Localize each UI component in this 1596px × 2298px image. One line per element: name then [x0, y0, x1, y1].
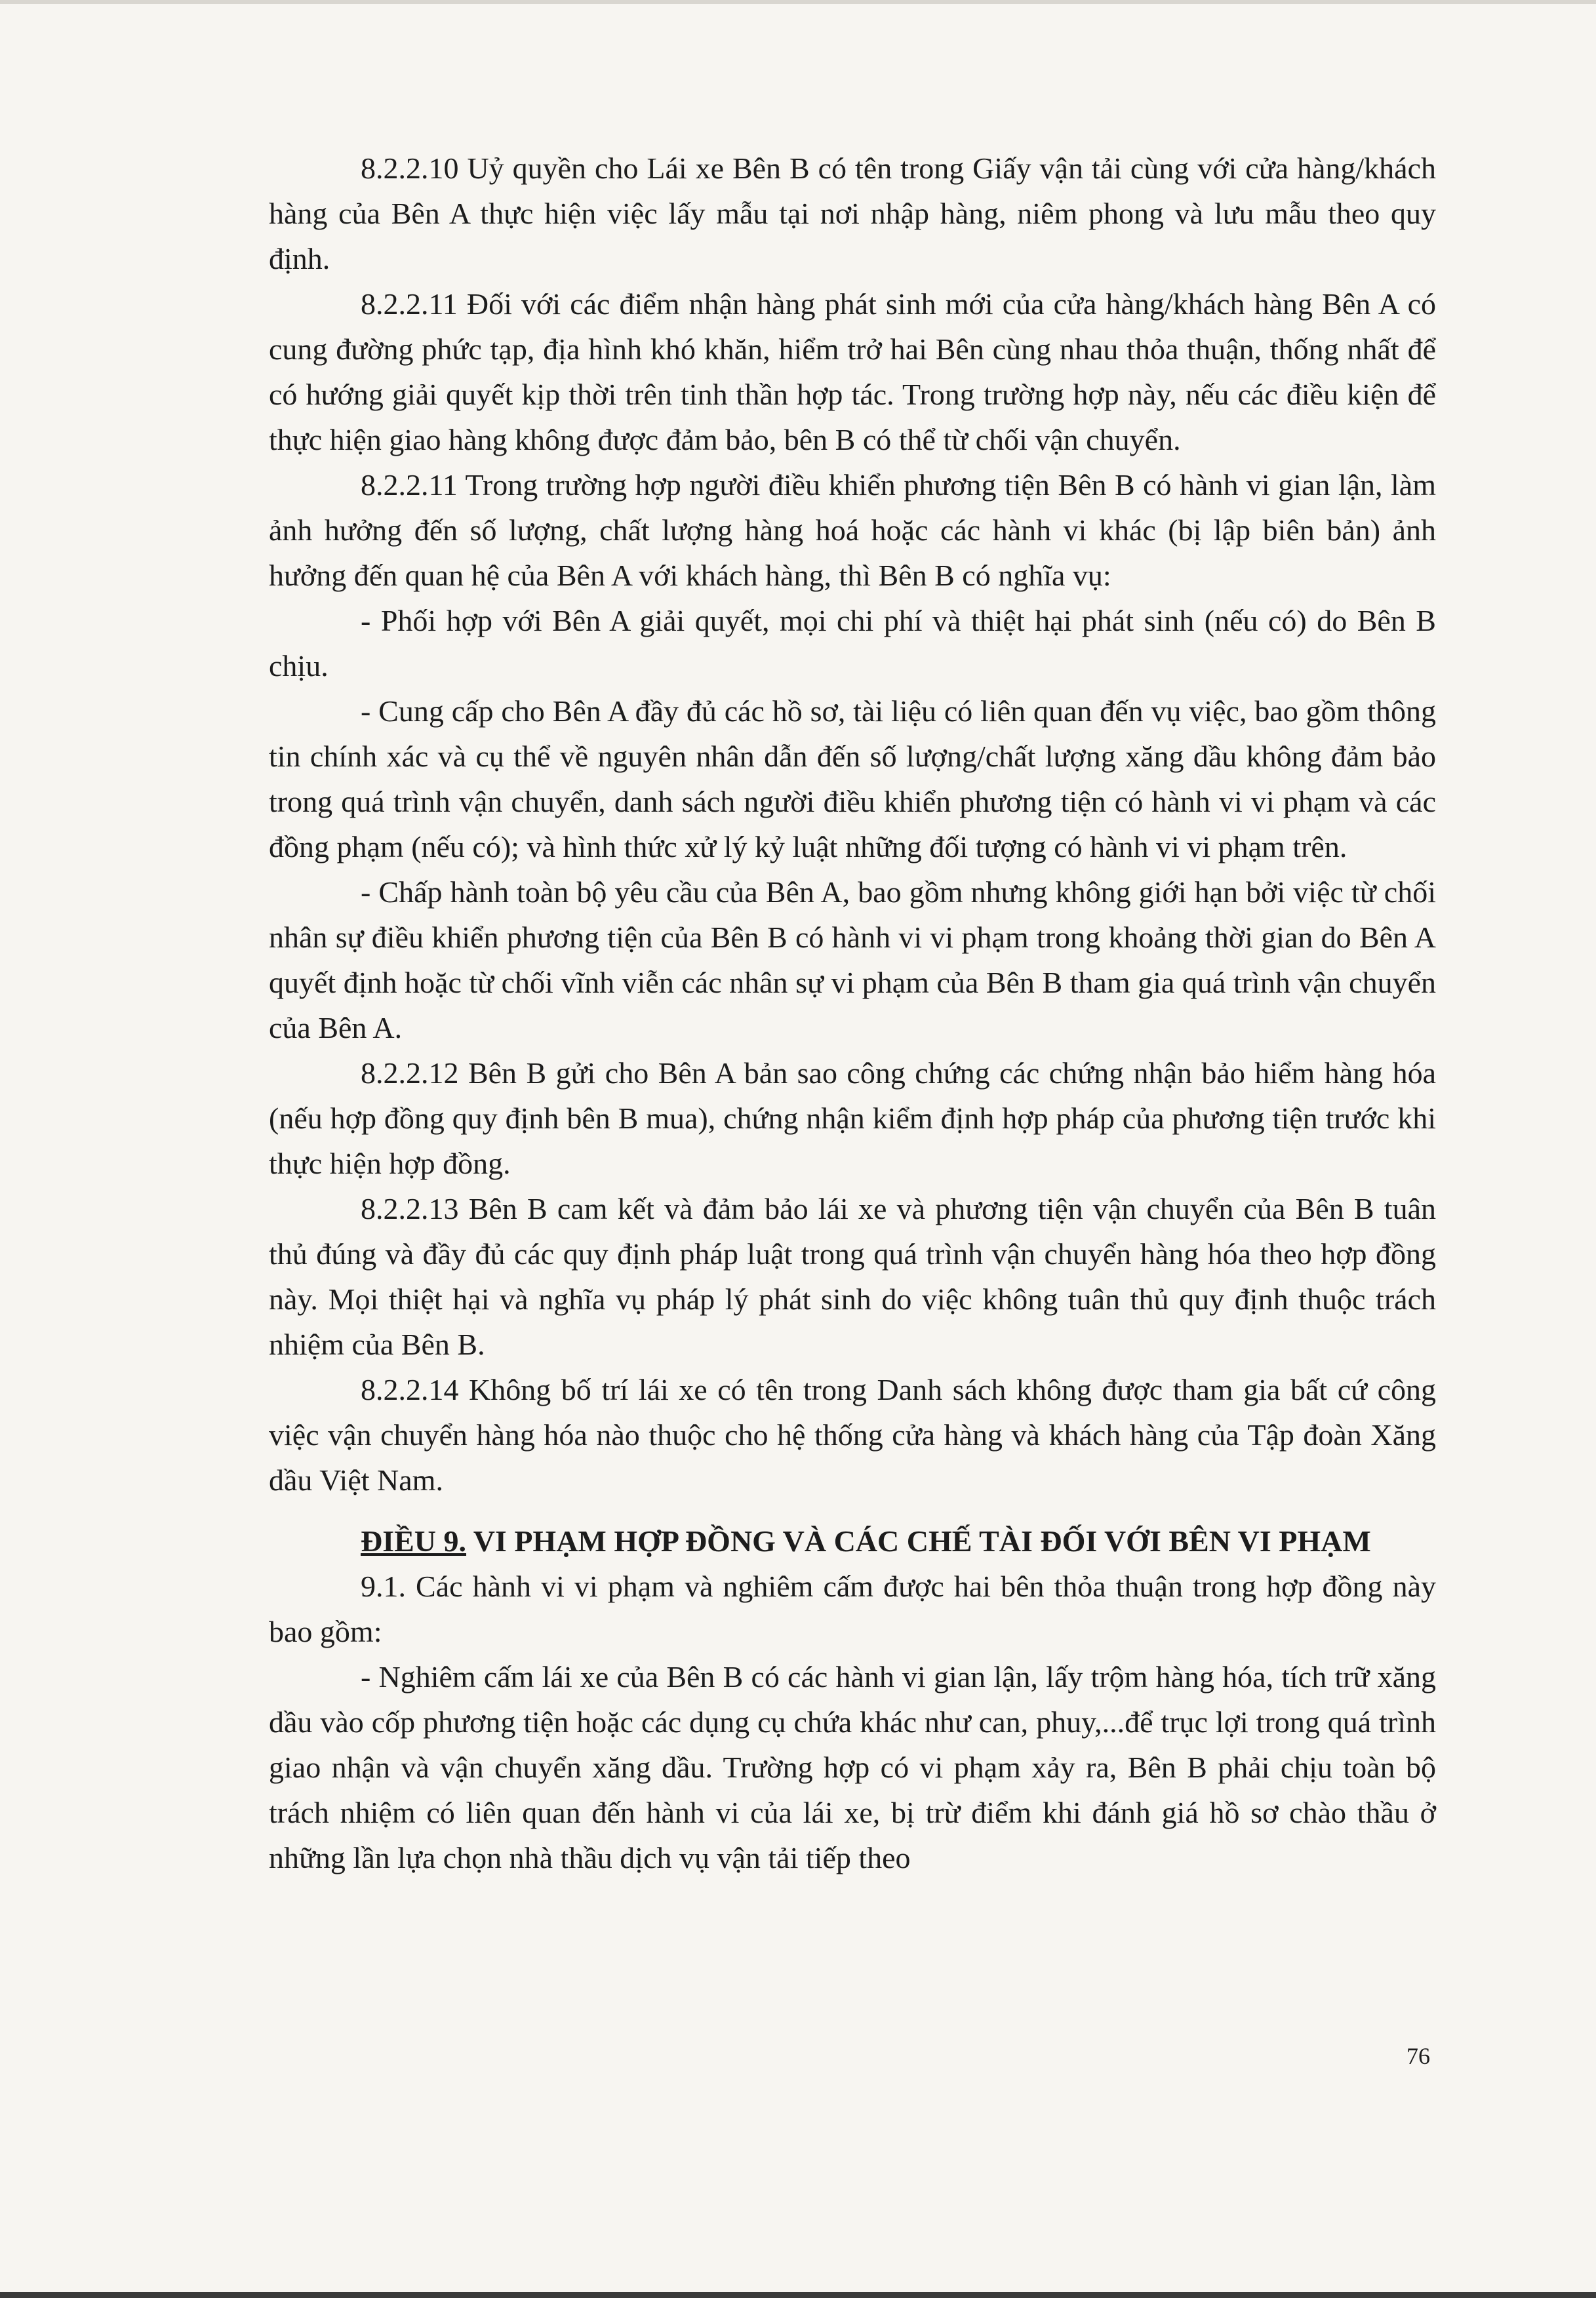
list-item: - Nghiêm cấm lái xe của Bên B có các hành vi gian lận, lấy trộm hàng hóa, tích trữ xăng dầu vào cốp phương tiện hoặc các dụng cụ chứa khác như can, phuy,...để trục lợi trong quá trình giao nhận và vận chuyển xăng dầu. Trường hợp có vi phạm xảy ra, Bên B phải chịu toàn bộ trách nhiệm có liên quan đến hành vi của lái xe, bị trừ điểm khi đánh giá hồ sơ chào thầu ở những lần lựa chọn nhà thầu dịch vụ vận tải tiếp theo — [269, 1660, 1436, 1874]
scan-top-edge — [0, 0, 1596, 4]
paragraph-8-2-2-10: 8.2.2.10 Uỷ quyền cho Lái xe Bên B có tên trong Giấy vận tải cùng với cửa hàng/khách hàng của Bên A thực hiện việc lấy mẫu tại nơi nhập hàng, niêm phong và lưu mẫu theo quy định. — [269, 151, 1436, 275]
scan-bottom-edge — [0, 2292, 1596, 2298]
list-item: - Chấp hành toàn bộ yêu cầu của Bên A, bao gồm nhưng không giới hạn bởi việc từ chối nhân sự điều khiển phương tiện của Bên B có hành vi vi phạm trong khoảng thời gian do Bên A quyết định hoặc từ chối vĩnh viễn các nhân sự vi phạm của Bên B tham gia quá trình vận chuyển của Bên A. — [269, 875, 1436, 1044]
article-title: VI PHẠM HỢP ĐỒNG VÀ CÁC CHẾ TÀI ĐỐI VỚI BÊN VI PHẠM — [466, 1524, 1371, 1558]
paragraph-8-2-2-11-b: 8.2.2.11 Trong trường hợp người điều khiển phương tiện Bên B có hành vi gian lận, làm ảnh hưởng đến số lượng, chất lượng hàng hoá hoặc các hành vi khác (bị lập biên bản) ảnh hưởng đến quan hệ của Bên A với khách hàng, thì Bên B có nghĩa vụ: — [269, 468, 1436, 592]
paragraph-8-2-2-12: 8.2.2.12 Bên B gửi cho Bên A bản sao công chứng các chứng nhận bảo hiểm hàng hóa (nếu hợp đồng quy định bên B mua), chứng nhận kiểm định hợp pháp của phương tiện trước khi thực hiện hợp đồng. — [269, 1056, 1436, 1180]
paragraph-8-2-2-14: 8.2.2.14 Không bố trí lái xe có tên trong Danh sách không được tham gia bất cứ công việc vận chuyển hàng hóa nào thuộc cho hệ thống cửa hàng và khách hàng của Tập đoàn Xăng dầu Việt Nam. — [269, 1373, 1436, 1497]
article-number: ĐIỀU 9. — [361, 1524, 467, 1558]
paragraph-8-2-2-11-a: 8.2.2.11 Đối với các điểm nhận hàng phát sinh mới của cửa hàng/khách hàng Bên A có cung đường phức tạp, địa hình khó khăn, hiểm trở hai Bên cùng nhau thỏa thuận, thống nhất để có hướng giải quyết kịp thời trên tinh thần hợp tác. Trong trường hợp này, nếu các điều kiện để thực hiện giao hàng không được đảm bảo, bên B có thể từ chối vận chuyển. — [269, 287, 1436, 456]
paragraph-8-2-2-13: 8.2.2.13 Bên B cam kết và đảm bảo lái xe và phương tiện vận chuyển của Bên B tuân thủ đúng và đầy đủ các quy định pháp luật trong quá trình vận chuyển hàng hóa theo hợp đồng này. Mọi thiệt hại và nghĩa vụ pháp lý phát sinh do việc không tuân thủ quy định thuộc trách nhiệm của Bên B. — [269, 1192, 1436, 1361]
list-item: - Phối hợp với Bên A giải quyết, mọi chi phí và thiệt hại phát sinh (nếu có) do Bên B chịu. — [269, 604, 1436, 683]
article-9-heading — [269, 1518, 1436, 1564]
list-item: - Cung cấp cho Bên A đầy đủ các hồ sơ, tài liệu có liên quan đến vụ việc, bao gồm thông tin chính xác và cụ thể về nguyên nhân dẫn đến số lượng/chất lượng xăng dầu không đảm bảo trong quá trình vận chuyển, danh sách người điều khiển phương tiện có hành vi vi phạm và các đồng phạm (nếu có); và hình thức xử lý kỷ luật những đối tượng có hành vi vi phạm trên. — [269, 694, 1436, 863]
paragraph-9-1: 9.1. Các hành vi vi phạm và nghiêm cấm được hai bên thỏa thuận trong hợp đồng này bao gồm: — [269, 1570, 1436, 1648]
document-body — [269, 146, 1436, 1880]
page-number: 76 — [1406, 2043, 1430, 2069]
